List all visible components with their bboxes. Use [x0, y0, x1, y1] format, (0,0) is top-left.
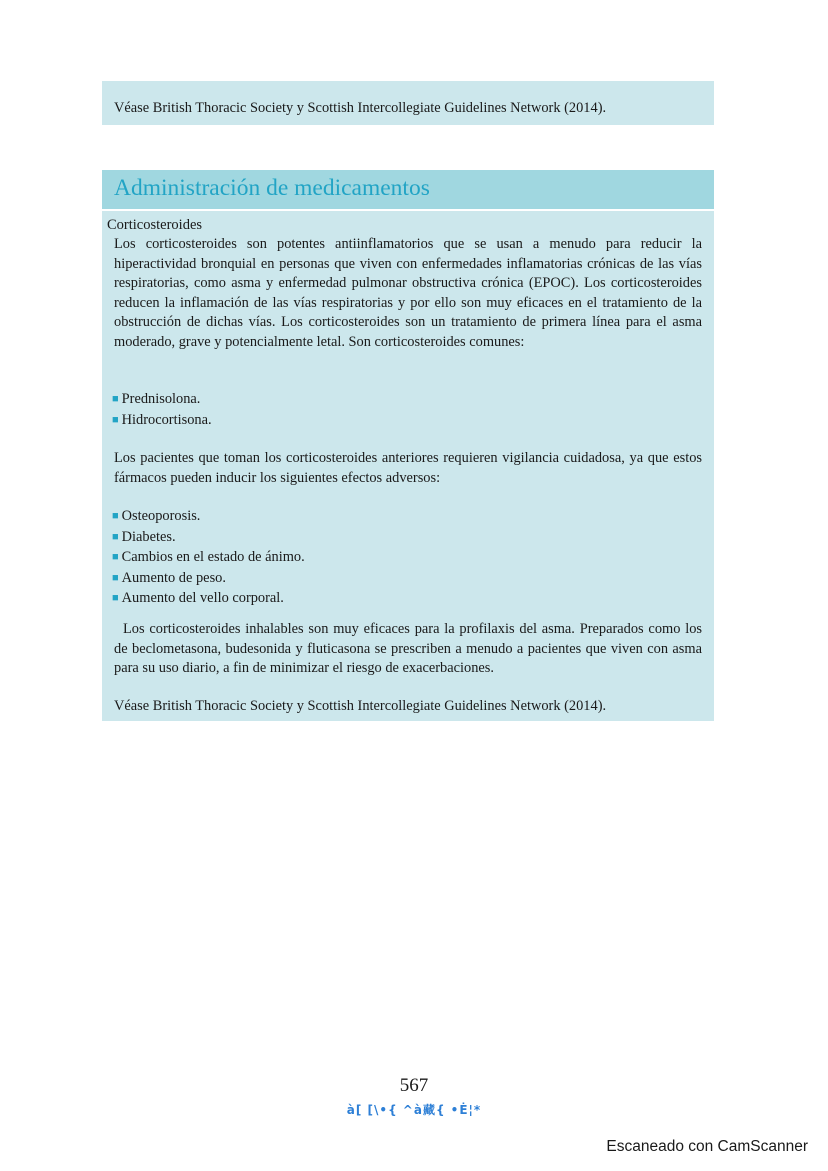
common-corticosteroids-list	[112, 390, 212, 431]
paragraph-adverse-intro: Los pacientes que toman los corticosteroides anteriores requieren vigilancia cuidadosa, ya que estos fármacos pueden inducir los siguientes efectos adversos:	[114, 450, 702, 486]
paragraph-inhaled: Los corticosteroides inhalables son muy eficaces para la profilaxis del asma. Preparados como los de beclometasona, budesonida y fluticasona se prescriben a menudo a pacientes que viven con asma para su uso diario, a fin de minimizar el riesgo de exacerbaciones.	[114, 621, 702, 676]
bullet-icon: ■	[112, 530, 119, 543]
list-item: ■ Cambios en el estado de ánimo.	[112, 549, 305, 565]
camscanner-watermark: Escaneado con CamScanner	[606, 1138, 808, 1155]
top-reference-text: Véase British Thoracic Society y Scottish Intercollegiate Guidelines Network (2014).	[114, 100, 607, 116]
garbled-footer-text: à[ [\•{ ^à藏{ •Ė¦*	[346, 1103, 482, 1117]
subheading-corticosteroides: Corticosteroides	[107, 217, 203, 233]
list-item: ■ Osteoporosis.	[112, 508, 201, 524]
bullet-icon: ■	[112, 413, 119, 426]
adverse-effects-list	[112, 507, 305, 610]
section-title: Administración de medicamentos	[114, 175, 430, 201]
bullet-icon: ■	[112, 551, 119, 563]
section-reference: Véase British Thoracic Society y Scottish Intercollegiate Guidelines Network (2014).	[114, 698, 607, 714]
section-header	[102, 170, 714, 211]
bullet-icon: ■	[112, 393, 119, 405]
paragraph-intro: Los corticosteroides son potentes antiinflamatorios que se usan a menudo para reducir la hiperactividad bronquial en personas que viven con enfermedades inflamatorias crónicas de las vías respiratorias, como asma y enfermedad pulmonar obstructiva crónica (EPOC). Los corticosteroides reducen la inflamación de las vías respiratorias y por ello son muy eficaces en el tratamiento de la obstrucción de dichas vías. Los corticosteroides son un tratamiento de primera línea para el asma moderado, grave y potencialmente letal. Son corticosteroides comunes:	[114, 236, 702, 350]
bullet-icon: ■	[112, 571, 119, 584]
page-number: 567	[399, 1075, 429, 1096]
list-item: ■ Prednisolona.	[112, 391, 201, 407]
top-reference-box	[102, 81, 714, 125]
list-item: ■ Aumento de peso.	[112, 569, 226, 586]
list-item: ■ Diabetes.	[112, 528, 176, 545]
bullet-icon: ■	[112, 510, 119, 522]
drug-administration-section	[102, 170, 714, 721]
list-item: ■ Hidrocortisona.	[112, 411, 212, 428]
list-item: ■ Aumento del vello corporal.	[112, 590, 284, 606]
bullet-icon: ■	[112, 592, 119, 604]
